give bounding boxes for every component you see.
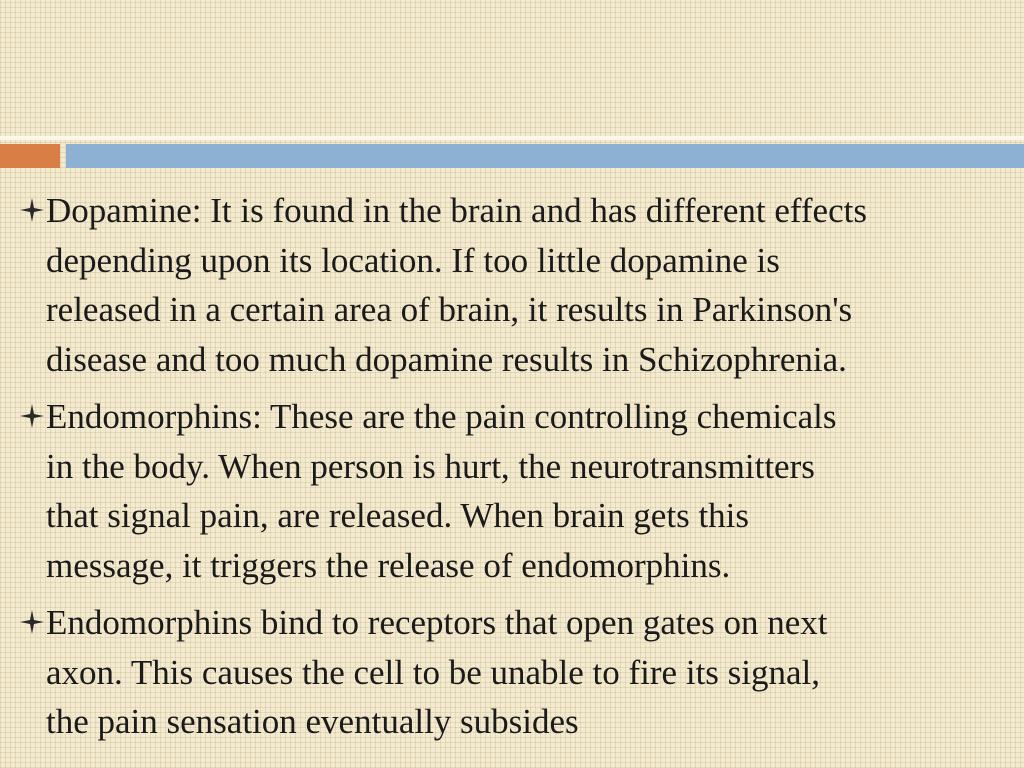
bullet-line: disease and too much dopamine results in Schizophrenia. <box>46 339 847 379</box>
bullet-line: that signal pain, are released. When brain gets this <box>46 496 750 535</box>
bullet-line: released in a certain area of brain, it results in Parkinson's <box>46 290 853 329</box>
bullet-line: depending upon its location. If too little dopamine is <box>46 240 780 280</box>
bullet-line: the pain sensation eventually subsides <box>46 702 579 741</box>
bullet-item-endomorphins <box>18 392 1008 590</box>
bullet-line: Dopamine: It is found in the brain and has different effects <box>46 191 867 230</box>
bullet-line: Endomorphins bind to receptors that open gates on next <box>46 603 828 642</box>
four-point-star-icon <box>18 402 46 430</box>
four-point-star-icon <box>18 608 46 636</box>
bullet-line: message, it triggers the release of endomorphins. <box>46 545 731 585</box>
bullet-item-dopamine <box>18 186 1008 384</box>
bullet-line: in the body. When person is hurt, the neurotransmitters <box>46 446 815 486</box>
slide-content <box>18 186 1008 755</box>
accent-bar-blue <box>66 144 1024 168</box>
bullet-line: axon. This causes the cell to be unable to fire its signal, <box>46 652 821 692</box>
bullet-item-endomorphins-binding <box>18 598 1008 747</box>
accent-bar-orange <box>0 144 60 168</box>
title-divider <box>0 136 1024 140</box>
bullet-line: Endomorphins: These are the pain controlling chemicals <box>46 397 837 436</box>
four-point-star-icon <box>18 196 46 224</box>
